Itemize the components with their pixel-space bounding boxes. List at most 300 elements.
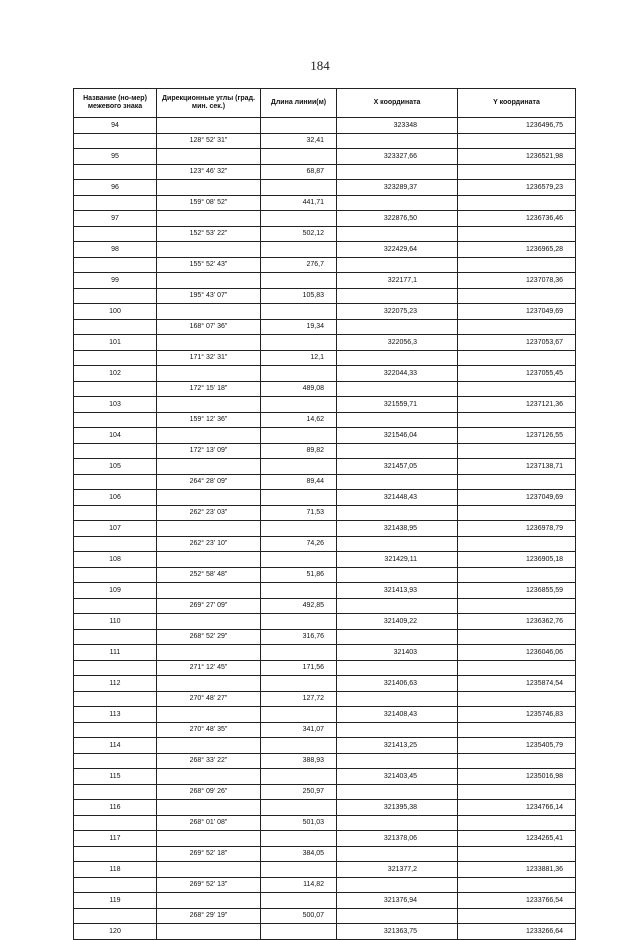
header-length: Длина линии(м) (261, 89, 337, 118)
angle-cell-empty (157, 273, 261, 289)
y-cell-empty (458, 133, 576, 149)
point-name: 109 (74, 583, 157, 599)
point-name: 98 (74, 242, 157, 258)
x-coordinate: 321403 (337, 645, 458, 661)
y-cell-empty (458, 629, 576, 645)
direction-angle: 269° 52' 18" (157, 846, 261, 862)
angle-cell-empty (157, 645, 261, 661)
name-cell-empty (74, 846, 157, 862)
table-row (74, 567, 576, 583)
point-name: 96 (74, 180, 157, 196)
angle-cell-empty (157, 304, 261, 320)
point-name: 113 (74, 707, 157, 723)
length-cell-empty (261, 180, 337, 196)
direction-angle: 268° 29' 19" (157, 908, 261, 924)
y-coordinate: 1237053,67 (458, 335, 576, 351)
y-coordinate: 1236496,75 (458, 118, 576, 134)
y-coordinate: 1237055,45 (458, 366, 576, 382)
point-name: 115 (74, 769, 157, 785)
y-cell-empty (458, 226, 576, 242)
angle-cell-empty (157, 242, 261, 258)
x-cell-empty (337, 226, 458, 242)
direction-angle: 172° 15' 18" (157, 381, 261, 397)
point-name: 107 (74, 521, 157, 537)
table-row (74, 753, 576, 769)
direction-angle: 128° 52' 31" (157, 133, 261, 149)
point-name: 106 (74, 490, 157, 506)
angle-cell-empty (157, 459, 261, 475)
y-cell-empty (458, 846, 576, 862)
x-cell-empty (337, 536, 458, 552)
table-row (74, 691, 576, 707)
x-coordinate: 321378,06 (337, 831, 458, 847)
y-cell-empty (458, 908, 576, 924)
x-coordinate: 322177,1 (337, 273, 458, 289)
y-coordinate: 1233766,54 (458, 893, 576, 909)
x-cell-empty (337, 164, 458, 180)
table-row (74, 521, 576, 537)
x-coordinate: 322056,3 (337, 335, 458, 351)
direction-angle: 264° 28' 09" (157, 474, 261, 490)
angle-cell-empty (157, 614, 261, 630)
table-row (74, 304, 576, 320)
x-cell-empty (337, 319, 458, 335)
y-cell-empty (458, 877, 576, 893)
x-cell-empty (337, 815, 458, 831)
x-coordinate: 321395,38 (337, 800, 458, 816)
x-cell-empty (337, 598, 458, 614)
length-cell-empty (261, 211, 337, 227)
y-coordinate: 1236736,46 (458, 211, 576, 227)
name-cell-empty (74, 474, 157, 490)
line-length: 384,05 (261, 846, 337, 862)
point-name: 95 (74, 149, 157, 165)
table-row (74, 769, 576, 785)
table-row (74, 645, 576, 661)
angle-cell-empty (157, 738, 261, 754)
line-length: 68,87 (261, 164, 337, 180)
angle-cell-empty (157, 490, 261, 506)
line-length: 51,86 (261, 567, 337, 583)
length-cell-empty (261, 304, 337, 320)
name-cell-empty (74, 877, 157, 893)
y-coordinate: 1236905,18 (458, 552, 576, 568)
table-row (74, 226, 576, 242)
y-cell-empty (458, 753, 576, 769)
table-row (74, 846, 576, 862)
name-cell-empty (74, 691, 157, 707)
point-name: 105 (74, 459, 157, 475)
table-row (74, 815, 576, 831)
name-cell-empty (74, 567, 157, 583)
table-row (74, 490, 576, 506)
length-cell-empty (261, 459, 337, 475)
y-coordinate: 1233881,36 (458, 862, 576, 878)
direction-angle: 268° 33' 22" (157, 753, 261, 769)
y-cell-empty (458, 350, 576, 366)
angle-cell-empty (157, 583, 261, 599)
line-length: 114,82 (261, 877, 337, 893)
table-row (74, 288, 576, 304)
y-cell-empty (458, 691, 576, 707)
name-cell-empty (74, 908, 157, 924)
y-coordinate: 1236978,79 (458, 521, 576, 537)
y-cell-empty (458, 784, 576, 800)
length-cell-empty (261, 521, 337, 537)
line-length: 250,97 (261, 784, 337, 800)
coordinates-table (73, 88, 576, 940)
header-name: Название (но-мер) межевого знака (74, 89, 157, 118)
y-coordinate: 1235746,83 (458, 707, 576, 723)
point-name: 97 (74, 211, 157, 227)
table-row (74, 800, 576, 816)
table-row (74, 428, 576, 444)
x-cell-empty (337, 908, 458, 924)
length-cell-empty (261, 738, 337, 754)
direction-angle: 172° 13' 09" (157, 443, 261, 459)
length-cell-empty (261, 924, 337, 940)
y-coordinate: 1235874,54 (458, 676, 576, 692)
x-coordinate: 321448,43 (337, 490, 458, 506)
y-coordinate: 1237049,69 (458, 304, 576, 320)
name-cell-empty (74, 443, 157, 459)
y-coordinate: 1237049,69 (458, 490, 576, 506)
point-name: 99 (74, 273, 157, 289)
table-row (74, 257, 576, 273)
x-coordinate: 321409,22 (337, 614, 458, 630)
direction-angle: 168° 07' 36" (157, 319, 261, 335)
y-cell-empty (458, 474, 576, 490)
angle-cell-empty (157, 118, 261, 134)
y-cell-empty (458, 443, 576, 459)
y-coordinate: 1236362,76 (458, 614, 576, 630)
table-row (74, 738, 576, 754)
angle-cell-empty (157, 335, 261, 351)
length-cell-empty (261, 676, 337, 692)
line-length: 105,83 (261, 288, 337, 304)
table-row (74, 397, 576, 413)
x-coordinate: 321457,05 (337, 459, 458, 475)
x-cell-empty (337, 474, 458, 490)
table-row (74, 877, 576, 893)
y-coordinate: 1237078,36 (458, 273, 576, 289)
table-row (74, 552, 576, 568)
x-coordinate: 321438,95 (337, 521, 458, 537)
name-cell-empty (74, 815, 157, 831)
x-coordinate: 322876,50 (337, 211, 458, 227)
direction-angle: 159° 08' 52" (157, 195, 261, 211)
table-row (74, 195, 576, 211)
point-name: 104 (74, 428, 157, 444)
x-coordinate: 323289,37 (337, 180, 458, 196)
x-cell-empty (337, 753, 458, 769)
x-cell-empty (337, 412, 458, 428)
point-name: 118 (74, 862, 157, 878)
line-length: 341,07 (261, 722, 337, 738)
x-cell-empty (337, 722, 458, 738)
table-row (74, 211, 576, 227)
x-coordinate: 323348 (337, 118, 458, 134)
table-row (74, 536, 576, 552)
angle-cell-empty (157, 180, 261, 196)
direction-angle: 171° 32' 31" (157, 350, 261, 366)
x-coordinate: 322075,23 (337, 304, 458, 320)
point-name: 119 (74, 893, 157, 909)
y-coordinate: 1237138,71 (458, 459, 576, 475)
x-coordinate: 321406,63 (337, 676, 458, 692)
direction-angle: 159° 12' 36" (157, 412, 261, 428)
direction-angle: 268° 09' 26" (157, 784, 261, 800)
point-name: 114 (74, 738, 157, 754)
name-cell-empty (74, 319, 157, 335)
name-cell-empty (74, 536, 157, 552)
x-coordinate: 322044,33 (337, 366, 458, 382)
table-row (74, 335, 576, 351)
angle-cell-empty (157, 552, 261, 568)
y-coordinate: 1235405,79 (458, 738, 576, 754)
x-cell-empty (337, 691, 458, 707)
length-cell-empty (261, 428, 337, 444)
x-cell-empty (337, 443, 458, 459)
angle-cell-empty (157, 800, 261, 816)
y-cell-empty (458, 567, 576, 583)
y-coordinate: 1234766,14 (458, 800, 576, 816)
length-cell-empty (261, 552, 337, 568)
y-coordinate: 1235016,98 (458, 769, 576, 785)
line-length: 492,85 (261, 598, 337, 614)
name-cell-empty (74, 598, 157, 614)
name-cell-empty (74, 412, 157, 428)
table-row (74, 583, 576, 599)
y-coordinate: 1236521,98 (458, 149, 576, 165)
direction-angle: 269° 27' 09" (157, 598, 261, 614)
name-cell-empty (74, 226, 157, 242)
y-coordinate: 1237121,36 (458, 397, 576, 413)
point-name: 120 (74, 924, 157, 940)
y-coordinate: 1236965,28 (458, 242, 576, 258)
table-row (74, 505, 576, 521)
y-cell-empty (458, 815, 576, 831)
x-coordinate: 321403,45 (337, 769, 458, 785)
point-name: 110 (74, 614, 157, 630)
angle-cell-empty (157, 428, 261, 444)
length-cell-empty (261, 366, 337, 382)
table-row (74, 707, 576, 723)
table-row (74, 598, 576, 614)
direction-angle: 271° 12' 45" (157, 660, 261, 676)
x-cell-empty (337, 195, 458, 211)
y-cell-empty (458, 288, 576, 304)
table-row (74, 273, 576, 289)
x-cell-empty (337, 629, 458, 645)
name-cell-empty (74, 164, 157, 180)
x-cell-empty (337, 784, 458, 800)
table-row (74, 862, 576, 878)
direction-angle: 262° 23' 03" (157, 505, 261, 521)
x-coordinate: 321546,04 (337, 428, 458, 444)
table-row (74, 412, 576, 428)
x-coordinate: 321363,75 (337, 924, 458, 940)
table-row (74, 908, 576, 924)
point-name: 100 (74, 304, 157, 320)
angle-cell-empty (157, 521, 261, 537)
table-row (74, 924, 576, 940)
length-cell-empty (261, 149, 337, 165)
point-name: 108 (74, 552, 157, 568)
table-row (74, 366, 576, 382)
angle-cell-empty (157, 924, 261, 940)
x-coordinate: 321376,94 (337, 893, 458, 909)
x-cell-empty (337, 567, 458, 583)
table-header-row (74, 89, 576, 118)
x-cell-empty (337, 660, 458, 676)
direction-angle: 270° 48' 35" (157, 722, 261, 738)
table-row (74, 164, 576, 180)
angle-cell-empty (157, 831, 261, 847)
point-name: 111 (74, 645, 157, 661)
x-cell-empty (337, 505, 458, 521)
x-cell-empty (337, 350, 458, 366)
y-cell-empty (458, 598, 576, 614)
length-cell-empty (261, 583, 337, 599)
direction-angle: 268° 52' 29" (157, 629, 261, 645)
point-name: 112 (74, 676, 157, 692)
table-row (74, 660, 576, 676)
point-name: 101 (74, 335, 157, 351)
length-cell-empty (261, 769, 337, 785)
x-coordinate: 321559,71 (337, 397, 458, 413)
angle-cell-empty (157, 149, 261, 165)
table-row (74, 629, 576, 645)
direction-angle: 155° 52' 43" (157, 257, 261, 273)
y-cell-empty (458, 195, 576, 211)
table-row (74, 180, 576, 196)
line-length: 502,12 (261, 226, 337, 242)
line-length: 276,7 (261, 257, 337, 273)
direction-angle: 262° 23' 10" (157, 536, 261, 552)
table-row (74, 614, 576, 630)
table-row (74, 133, 576, 149)
line-length: 500,07 (261, 908, 337, 924)
table-row (74, 242, 576, 258)
y-cell-empty (458, 536, 576, 552)
line-length: 501,03 (261, 815, 337, 831)
direction-angle: 252° 58' 48" (157, 567, 261, 583)
y-coordinate: 1233266,64 (458, 924, 576, 940)
header-angle: Дирекционные углы (град. мин. сек.) (157, 89, 261, 118)
x-cell-empty (337, 133, 458, 149)
line-length: 316,76 (261, 629, 337, 645)
direction-angle: 123° 46' 32" (157, 164, 261, 180)
x-coordinate: 323327,66 (337, 149, 458, 165)
x-cell-empty (337, 846, 458, 862)
name-cell-empty (74, 350, 157, 366)
line-length: 489,08 (261, 381, 337, 397)
table-row (74, 381, 576, 397)
y-coordinate: 1236855,59 (458, 583, 576, 599)
angle-cell-empty (157, 676, 261, 692)
line-length: 32,41 (261, 133, 337, 149)
y-coordinate: 1237126,55 (458, 428, 576, 444)
header-x: X координата (337, 89, 458, 118)
line-length: 71,53 (261, 505, 337, 521)
angle-cell-empty (157, 397, 261, 413)
y-cell-empty (458, 319, 576, 335)
table-body (74, 118, 576, 940)
length-cell-empty (261, 614, 337, 630)
table-row (74, 350, 576, 366)
length-cell-empty (261, 273, 337, 289)
x-cell-empty (337, 257, 458, 273)
y-cell-empty (458, 381, 576, 397)
direction-angle: 269° 52' 13" (157, 877, 261, 893)
x-coordinate: 321377,2 (337, 862, 458, 878)
table-row (74, 118, 576, 134)
table-row (74, 149, 576, 165)
point-name: 102 (74, 366, 157, 382)
x-coordinate: 321408,43 (337, 707, 458, 723)
y-cell-empty (458, 164, 576, 180)
angle-cell-empty (157, 211, 261, 227)
name-cell-empty (74, 784, 157, 800)
name-cell-empty (74, 381, 157, 397)
direction-angle: 270° 48' 27" (157, 691, 261, 707)
x-coordinate: 321413,93 (337, 583, 458, 599)
name-cell-empty (74, 133, 157, 149)
name-cell-empty (74, 753, 157, 769)
angle-cell-empty (157, 862, 261, 878)
angle-cell-empty (157, 707, 261, 723)
y-cell-empty (458, 412, 576, 428)
y-coordinate: 1236579,23 (458, 180, 576, 196)
length-cell-empty (261, 862, 337, 878)
point-name: 94 (74, 118, 157, 134)
angle-cell-empty (157, 366, 261, 382)
table-row (74, 722, 576, 738)
point-name: 103 (74, 397, 157, 413)
table-row (74, 443, 576, 459)
length-cell-empty (261, 707, 337, 723)
y-coordinate: 1236046,06 (458, 645, 576, 661)
line-length: 127,72 (261, 691, 337, 707)
y-cell-empty (458, 660, 576, 676)
page-number: 184 (310, 58, 330, 73)
length-cell-empty (261, 645, 337, 661)
point-name: 116 (74, 800, 157, 816)
x-coordinate: 321413,25 (337, 738, 458, 754)
line-length: 441,71 (261, 195, 337, 211)
table-row (74, 459, 576, 475)
table-row (74, 319, 576, 335)
name-cell-empty (74, 722, 157, 738)
y-cell-empty (458, 505, 576, 521)
line-length: 14,62 (261, 412, 337, 428)
name-cell-empty (74, 195, 157, 211)
line-length: 19,34 (261, 319, 337, 335)
line-length: 171,56 (261, 660, 337, 676)
table-row (74, 474, 576, 490)
length-cell-empty (261, 893, 337, 909)
length-cell-empty (261, 335, 337, 351)
line-length: 74,26 (261, 536, 337, 552)
length-cell-empty (261, 831, 337, 847)
line-length: 12,1 (261, 350, 337, 366)
name-cell-empty (74, 288, 157, 304)
line-length: 89,44 (261, 474, 337, 490)
angle-cell-empty (157, 769, 261, 785)
x-cell-empty (337, 877, 458, 893)
y-coordinate: 1234265,41 (458, 831, 576, 847)
